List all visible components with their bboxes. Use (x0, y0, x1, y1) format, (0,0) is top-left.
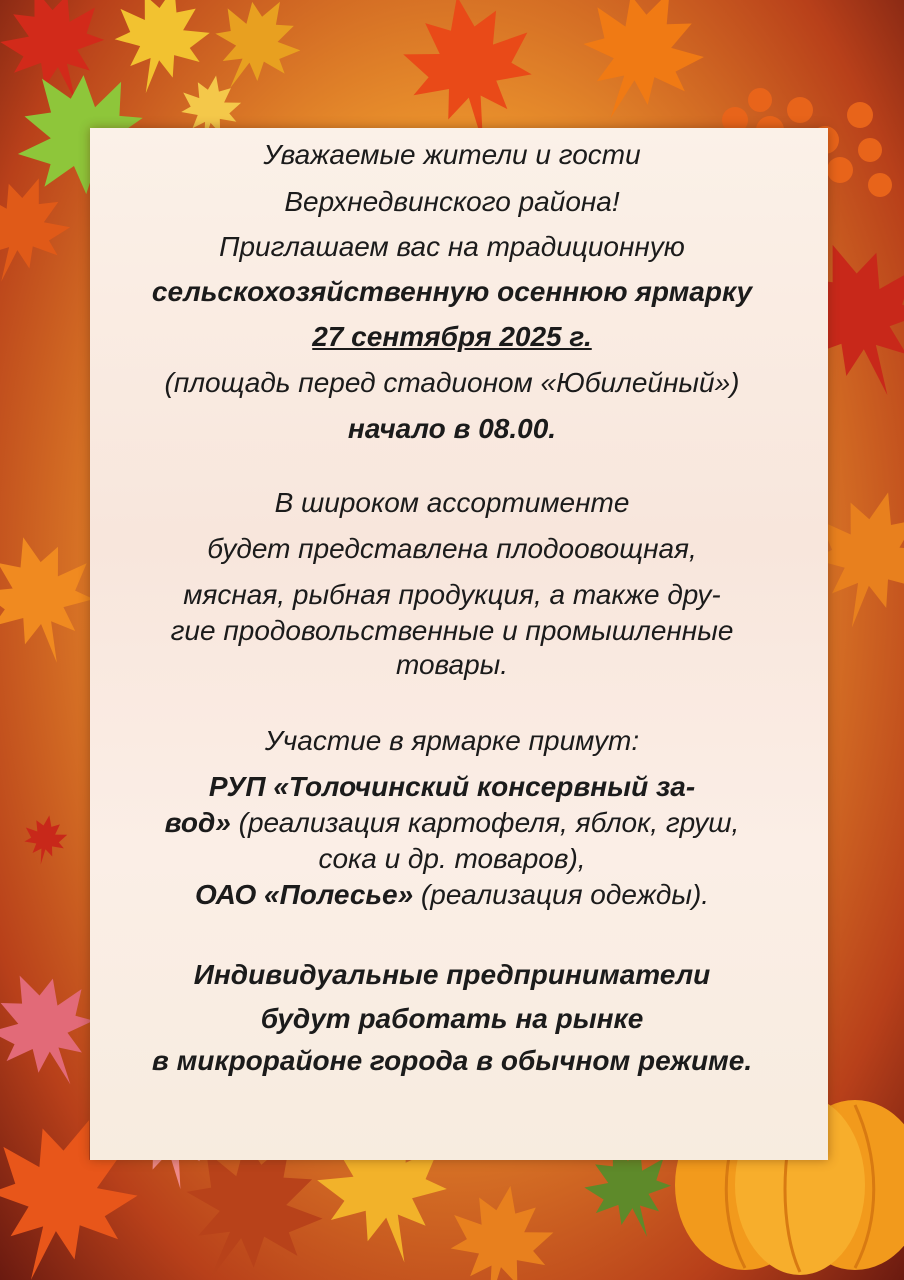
assortment-line-1: В широком ассортименте (274, 487, 630, 518)
entrepreneurs-line-3: в микрорайоне города в обычном режиме. (151, 1045, 753, 1076)
entrepreneurs-line-2: будут работать на рынке (260, 1003, 644, 1034)
greeting-line-2: Верхнедвинского района! (284, 186, 620, 217)
assortment-line-3: мясная, рыбная продукция, а также дру- (183, 579, 721, 610)
participant-1-name-end: вод» (164, 807, 231, 838)
assortment-line-2: будет представлена плодоовощная, (207, 533, 697, 564)
entrepreneurs-line-1: Индивидуальные предприниматели (193, 959, 711, 990)
maple-leaf-icon (440, 1177, 560, 1280)
maple-leaf-icon (557, 0, 723, 143)
participants-heading: Участие в ярмарке примут: (264, 725, 640, 756)
participant-1-desc: (реализация картофеля, яблок, груш, (230, 807, 740, 838)
participant-1-name: РУП «Толочинский консервный за- (208, 771, 696, 802)
fair-title: сельскохозяйственную осеннюю ярмарку (151, 276, 753, 307)
invite-line: Приглашаем вас на традиционную (219, 231, 685, 262)
participant-1-row (0, 806, 904, 840)
participant-2-name: ОАО «Полесье» (194, 879, 414, 910)
fair-place: (площадь перед стадионом «Юбилейный») (164, 367, 740, 398)
fair-start-time: начало в 08.00. (347, 413, 557, 444)
greeting-line-1: Уважаемые жители и гости (263, 139, 641, 170)
participant-2-row (0, 878, 904, 912)
assortment-line-5: товары. (395, 649, 509, 680)
participant-2-desc: (реализация одежды). (413, 879, 710, 910)
participant-1-desc-end: сока и др. товаров), (318, 843, 586, 874)
fair-date: 27 сентября 2025 г. (312, 321, 592, 352)
assortment-line-4: гие продовольственные и промышленные (170, 615, 734, 646)
